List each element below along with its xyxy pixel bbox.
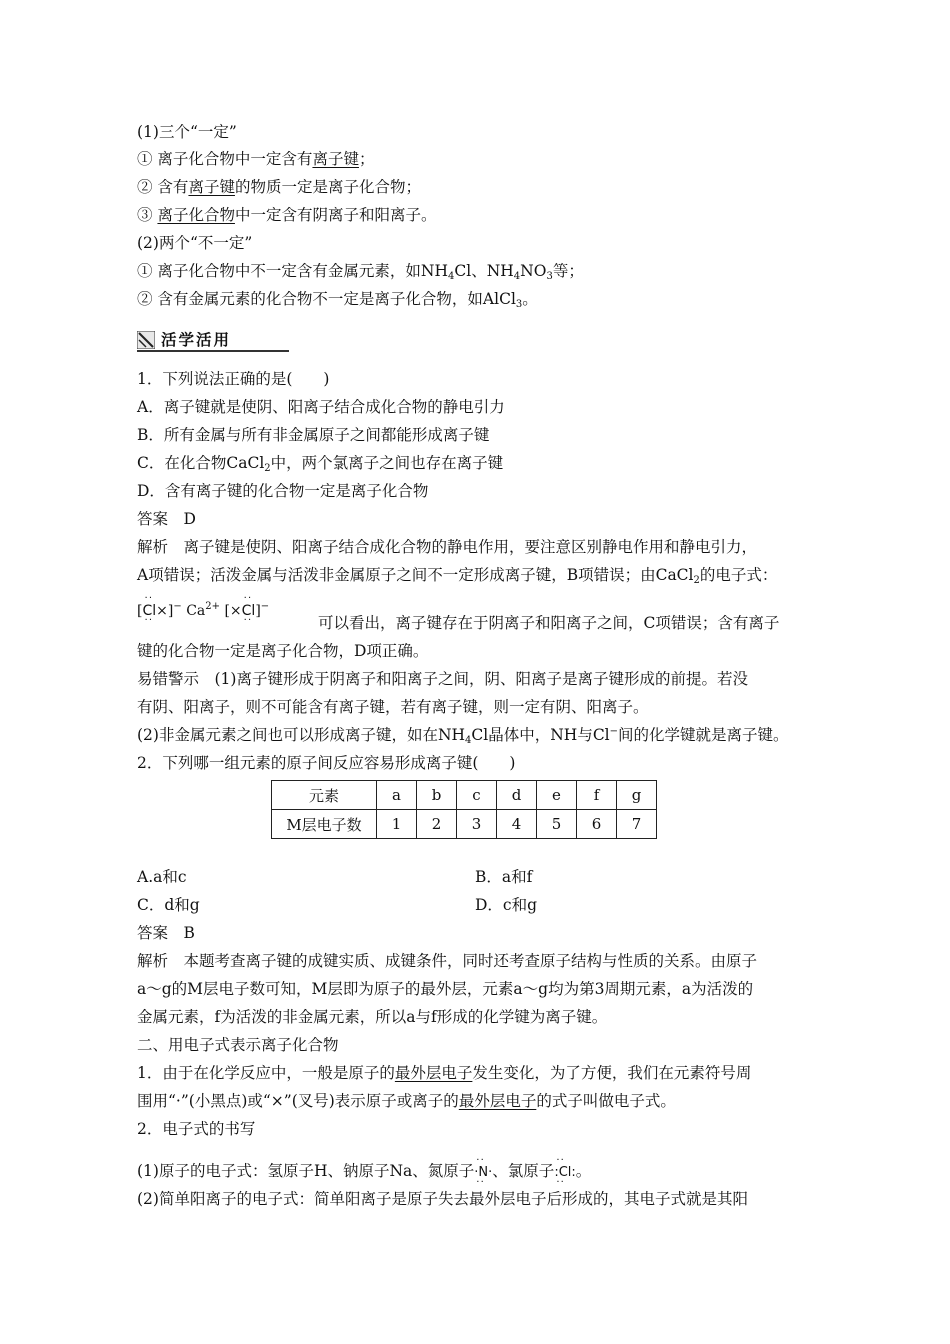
q1-warning: 有阴、阳离子，则不可能含有离子键，若有离子键，则一定有阴、阳离子。 bbox=[137, 698, 649, 716]
q2-answer: 答案 B bbox=[137, 924, 195, 942]
section2-paragraph: 围用“·”(小黑点)或“×”(叉号)表示原子或离子的最外层电子的式子叫做电子式。 bbox=[137, 1092, 676, 1110]
q1-option-a: A．离子键就是使阴、阳离子结合成化合物的静电引力 bbox=[137, 398, 505, 416]
q1-option-c: C．在化合物CaCl$_2$中，两个氯离子之间也存在离子键 bbox=[137, 454, 504, 474]
section-heading bbox=[137, 329, 289, 353]
q2-stem: 2．下列哪一组元素的原子间反应容易形成离子键( ) bbox=[137, 754, 516, 772]
table-cell: 5 bbox=[537, 810, 577, 839]
q2-option-a: A.a和c bbox=[137, 868, 187, 886]
three-title: (1)三个“一定” bbox=[137, 123, 237, 141]
q2-option-d: D．c和g bbox=[475, 896, 538, 914]
q2-explanation: a～g的M层电子数可知，M层即为原子的最外层，元素a～g均为第3周期元素，a为活泼的 bbox=[137, 980, 754, 998]
table-cell: a bbox=[377, 781, 417, 810]
point-line: ① 离子化合物中一定含有离子键； bbox=[137, 150, 375, 168]
section2-paragraph: 2．电子式的书写 bbox=[137, 1120, 256, 1138]
table-cell: c bbox=[457, 781, 497, 810]
table-cell: 7 bbox=[617, 810, 657, 839]
table-row bbox=[272, 781, 657, 810]
table-cell: d bbox=[497, 781, 537, 810]
point-line: ② 含有离子键的物质一定是离子化合物； bbox=[137, 178, 421, 196]
q1-option-b: B．所有金属与所有非金属原子之间都能形成离子键 bbox=[137, 426, 490, 444]
section2-paragraph: 1．由于在化学反应中，一般是原子的最外层电子发生变化，为了方便，我们在元素符号周 bbox=[137, 1064, 752, 1082]
table-cell: 4 bbox=[497, 810, 537, 839]
table-cell: 2 bbox=[417, 810, 457, 839]
point-line: ① 离子化合物中不一定含有金属元素，如$NH_4Cl$、$NH_4NO_3$等； bbox=[137, 262, 584, 282]
table-cell: 元素 bbox=[272, 781, 377, 810]
table-cell: M层电子数 bbox=[272, 810, 377, 839]
q1-stem: 1．下列说法正确的是( ) bbox=[137, 370, 330, 388]
q2-explanation: 解析 本题考查离子键的成键实质、成键条件，同时还考查原子结构与性质的关系。由原子 bbox=[137, 952, 758, 970]
table-row bbox=[272, 810, 657, 839]
table-cell: 6 bbox=[577, 810, 617, 839]
q1-warning: (2)非金属元素之间也可以形成离子键，如在$NH_4Cl$晶体中，NH与Cl−间的化学键就是离子键。 bbox=[137, 726, 789, 746]
q1-explanation: 可以看出，离子键存在于阴离子和阳离子之间，C项错误；含有离子 bbox=[318, 614, 780, 632]
q2-explanation: 金属元素，f为活泼的非金属元素，所以a与f形成的化学键为离子键。 bbox=[137, 1008, 608, 1026]
q2-option-c: C．d和g bbox=[137, 896, 200, 914]
q1-explanation: 键的化合物一定是离子化合物，D项正确。 bbox=[137, 642, 429, 660]
section2-title: 二、用电子式表示离子化合物 bbox=[137, 1036, 339, 1054]
table-cell: 1 bbox=[377, 810, 417, 839]
element-table bbox=[271, 780, 657, 839]
table-cell: 3 bbox=[457, 810, 497, 839]
electron-formula-cacl2: [· · Cl · ·×]− $Ca^{2+}$ [×· · Cl · ·]− bbox=[137, 600, 269, 622]
two-title: (2)两个“不一定” bbox=[137, 234, 253, 252]
section2-paragraph: (2)简单阳离子的电子式：简单阳离子是原子失去最外层电子后形成的，其电子式就是其阳 bbox=[137, 1190, 748, 1208]
q1-option-d: D．含有离子键的化合物一定是离子化合物 bbox=[137, 482, 429, 500]
q1-explanation: A项错误；活泼金属与活泼非金属原子之间不一定形成离子键，B项错误；由CaCl$_2$的电子式： bbox=[137, 566, 778, 586]
point-line: ③ 离子化合物中一定含有阴离子和阳离子。 bbox=[137, 206, 437, 224]
q1-explanation: 解析 离子键是使阴、阳离子结合成化合物的静电作用，要注意区别静电作用和静电引力， bbox=[137, 538, 758, 556]
diagonal-stripe-icon bbox=[137, 331, 155, 349]
q2-option-b: B．a和f bbox=[475, 868, 533, 886]
table-cell: f bbox=[577, 781, 617, 810]
point-line: ② 含有金属元素的化合物不一定是离子化合物，如AlCl$_3$。 bbox=[137, 290, 538, 310]
table-cell: b bbox=[417, 781, 457, 810]
heading-rule bbox=[137, 350, 289, 352]
q1-warning: 易错警示 (1)离子键形成于阴离子和阳离子之间，阴、阳离子是离子键形成的前提。若没 bbox=[137, 670, 748, 688]
section2-paragraph: (1)原子的电子式：氢原子H、钠原子Na、氮原子· · ·N· · ·、氯原子· · :Cl: · ·。 bbox=[137, 1160, 591, 1184]
table-cell: g bbox=[617, 781, 657, 810]
q1-answer: 答案 D bbox=[137, 510, 196, 528]
heading-title: 活学活用 bbox=[161, 331, 232, 349]
table-cell: e bbox=[537, 781, 577, 810]
